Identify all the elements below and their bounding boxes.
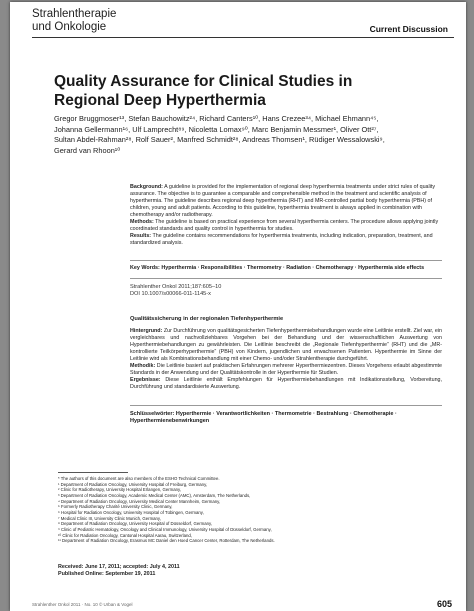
footnote: * The authors of this document are also members of the ESHO Technical Committee. bbox=[58, 476, 220, 481]
methodik-label: Methodik: bbox=[130, 363, 156, 370]
author-line: Gerard van Rhoon¹⁰ bbox=[54, 145, 121, 155]
citation-journal: Strahlenther Onkol 2011;187:605–10 bbox=[130, 284, 222, 290]
ergebnisse-text: Diese Leitlinie enthält Empfehlungen für Hyperthermiebehandlungen mit Indikationsstellung, Vorbereitung, Durchführung und standardisierte Auswertung. bbox=[130, 377, 442, 391]
article-title bbox=[54, 72, 414, 110]
german-hintergrund bbox=[130, 328, 442, 363]
title-line2: Regional Deep Hyperthermia bbox=[54, 92, 266, 109]
footnote: ¹ Department of Radiation Oncology, University Hospital of Freiburg, Germany, bbox=[58, 481, 208, 487]
german-abstract bbox=[130, 328, 442, 391]
background-label: Background: bbox=[130, 184, 163, 190]
abstract-methods bbox=[130, 219, 440, 233]
background-text: A guideline is provided for the implementation of regional deep hyperthermia treatments under strict rules of quality assurance. The objective is to guarantee a comparable and comprehensible method in the treatment and scientific analysis of hyperthermia. The guideline describes regional deep hyperthermia (RHT) and MR-controlled partial body hyperthermia (PBH) of children, young and adult patients. According to this guideline, hyperthermia treatment is always applied in combination with chemotherapy and/or radiotherapy. bbox=[130, 184, 436, 219]
page-number: 605 bbox=[436, 599, 452, 609]
author-line: Johanna Gellermann¹⁶, Ulf Lamprecht⁸⁹, Nicoletta Lomax⁹⁰, Marc Benjamin Messmer¹, Oliver Ott²⁷, bbox=[54, 124, 379, 134]
abstract-results bbox=[130, 233, 440, 247]
methodik-text: Die Leitlinie basiert auf praktischen Erfahrungen mehrerer Hyperthermiezentren. Dieses Vorgehens erlaubt abgestimmte Standards in der Anwendung und der Qualitätskontrolle in der Hyperthermie für Studien. bbox=[130, 363, 442, 377]
german-keywords-rule bbox=[130, 405, 442, 406]
keywords-text: Hyperthermia · Responsibilities · Thermometry · Radiation · Chemotherapy · Hyperthermia side effects bbox=[159, 265, 425, 271]
german-ergebnisse bbox=[130, 377, 442, 391]
german-keywords-line1 bbox=[130, 411, 450, 418]
abstract-background bbox=[130, 184, 440, 219]
footnote: ⁵ Formerly Radiotherapy Charité University Clinic, Germany, bbox=[58, 504, 173, 510]
german-keywords bbox=[130, 411, 450, 425]
footnote: ⁶ Hospital for Radiation Oncology, University Hospital of Tübingen, Germany, bbox=[58, 509, 204, 515]
results-text: The guideline contains recommendations for hyperthermia treatments, including indication, preparation, treatment, and standardized analysis. bbox=[130, 233, 433, 247]
published-date: Published Online: September 19, 2011 bbox=[58, 571, 156, 578]
german-title: Qualitätssicherung in der regionalen Tiefenhyperthermie bbox=[130, 316, 284, 322]
footnote: ¹¹ Department of Radiation Oncology, Erasmus MC Daniel den Hoed Cancer Center, Rotterdam, The Netherlands. bbox=[58, 538, 275, 544]
footnote: ⁸ Department of Radiation Oncology, University Hospital of Düsseldorf, Germany, bbox=[58, 521, 213, 527]
journal-name-line2: und Onkologie bbox=[32, 21, 107, 33]
german-keywords-label: Schlüsselwörter: bbox=[130, 411, 175, 417]
results-label: Results: bbox=[130, 233, 152, 240]
german-keywords-line2 bbox=[130, 418, 450, 425]
footnote-rule bbox=[58, 472, 128, 473]
german-keywords-text2: Hyperthermienebenwirkungen bbox=[130, 418, 210, 425]
footnote: ¹⁰ Clinic for Radiation Oncology, Cantonal Hospital Aarau, Switzerland, bbox=[58, 532, 192, 538]
received-date: Received: June 17, 2011; accepted: July 4, 2011 bbox=[58, 564, 180, 570]
document-page bbox=[10, 2, 466, 611]
keywords bbox=[130, 265, 460, 272]
footnote: ⁹ Clinic of Pediatric Hematology, Oncology and Clinical Immunology, University Hospital of Düsseldorf, Germany, bbox=[58, 526, 272, 532]
title-line1: Quality Assurance for Clinical Studies in bbox=[54, 73, 353, 90]
author-line: Sultan Abdel-Rahman²⁸, Rolf Sauer², Manfred Schmidt²⁸, Andreas Thomsen¹, Rüdiger Wessalowski⁹, bbox=[54, 135, 385, 145]
footnote: ⁷ Medical Clinic III, University Clinic Munich, Germany, bbox=[58, 515, 161, 521]
footnote: ⁴ Department of Radiation Oncology, University Medical Center Mannheim, Germany, bbox=[58, 498, 221, 504]
header-rule bbox=[32, 37, 454, 38]
author-list bbox=[54, 114, 424, 156]
german-methodik bbox=[130, 363, 442, 377]
hintergrund-text: Zur Durchführung von qualitätsgesicherten Tiefenhyperthermiebehandlungen wurde eine Leitlinie erstellt. Ziel war, ein vergleichbares und nachvollziehbares Vorgehen bei der Behandlung und der wissenschaftlichen Auswertung von Hyperthermiebehandlungen zu gewährleisten. Die Leitlinie beschreibt die „Regionale Tiefenhyperthermie“ (RHT) und die „MR-kontrollierte Teilkörperhyperthermie“ (PBH) von Kindern, jugendlichen und erwachsenen Patienten. Hyperthermie im Sinne der Leitlinie wird als Kombinationsbehandlung mit einer Chemo- und/oder Strahlentherapie durchgeführt. bbox=[130, 328, 442, 363]
publication-dates bbox=[58, 564, 180, 578]
hintergrund-label: Hintergrund: bbox=[130, 328, 163, 334]
keywords-label: Key Words: bbox=[130, 265, 160, 271]
english-abstract bbox=[130, 184, 440, 247]
section-label: Current Discussion bbox=[369, 24, 448, 34]
journal-name-line1: Strahlentherapie bbox=[32, 8, 117, 20]
footnotes bbox=[58, 476, 438, 544]
keywords-rule-top bbox=[130, 260, 442, 261]
citation bbox=[130, 284, 221, 299]
footnote: ² Clinic for Radiotherapy, University Hospital Erlangen, Germany, bbox=[58, 487, 182, 493]
footnote: ³ Department of Radiation Oncology, Academic Medical Center (AMC), Amsterdam, The Netherlands, bbox=[58, 492, 251, 498]
methods-label: Methods: bbox=[130, 219, 154, 226]
journal-name bbox=[32, 8, 116, 34]
footer-citation: Strahlenther Onkol 2011 · No. 10 © Urban & Vogel bbox=[32, 602, 133, 607]
methods-text: The guideline is based on practical experience from several hyperthermia centers. The procedure allows applying jointly coordinated standards and quality control in hyperthermia for studies. bbox=[130, 219, 439, 233]
author-line: Gregor Bruggmoser¹³, Stefan Bauchowitz²⁴, Richard Canters¹⁰, Hans Crezee³⁴, Michael Ehmann⁴⁵, bbox=[54, 114, 379, 123]
keywords-rule-bottom bbox=[130, 278, 442, 279]
german-keywords-text: Hyperthermie · Verantwortlichkeiten · Thermometrie · Bestrahlung · Chemotherapie · bbox=[174, 411, 397, 417]
citation-doi[interactable]: DOI 10.1007/s00066-011-1145-x bbox=[130, 291, 211, 298]
ergebnisse-label: Ergebnisse: bbox=[130, 377, 161, 384]
